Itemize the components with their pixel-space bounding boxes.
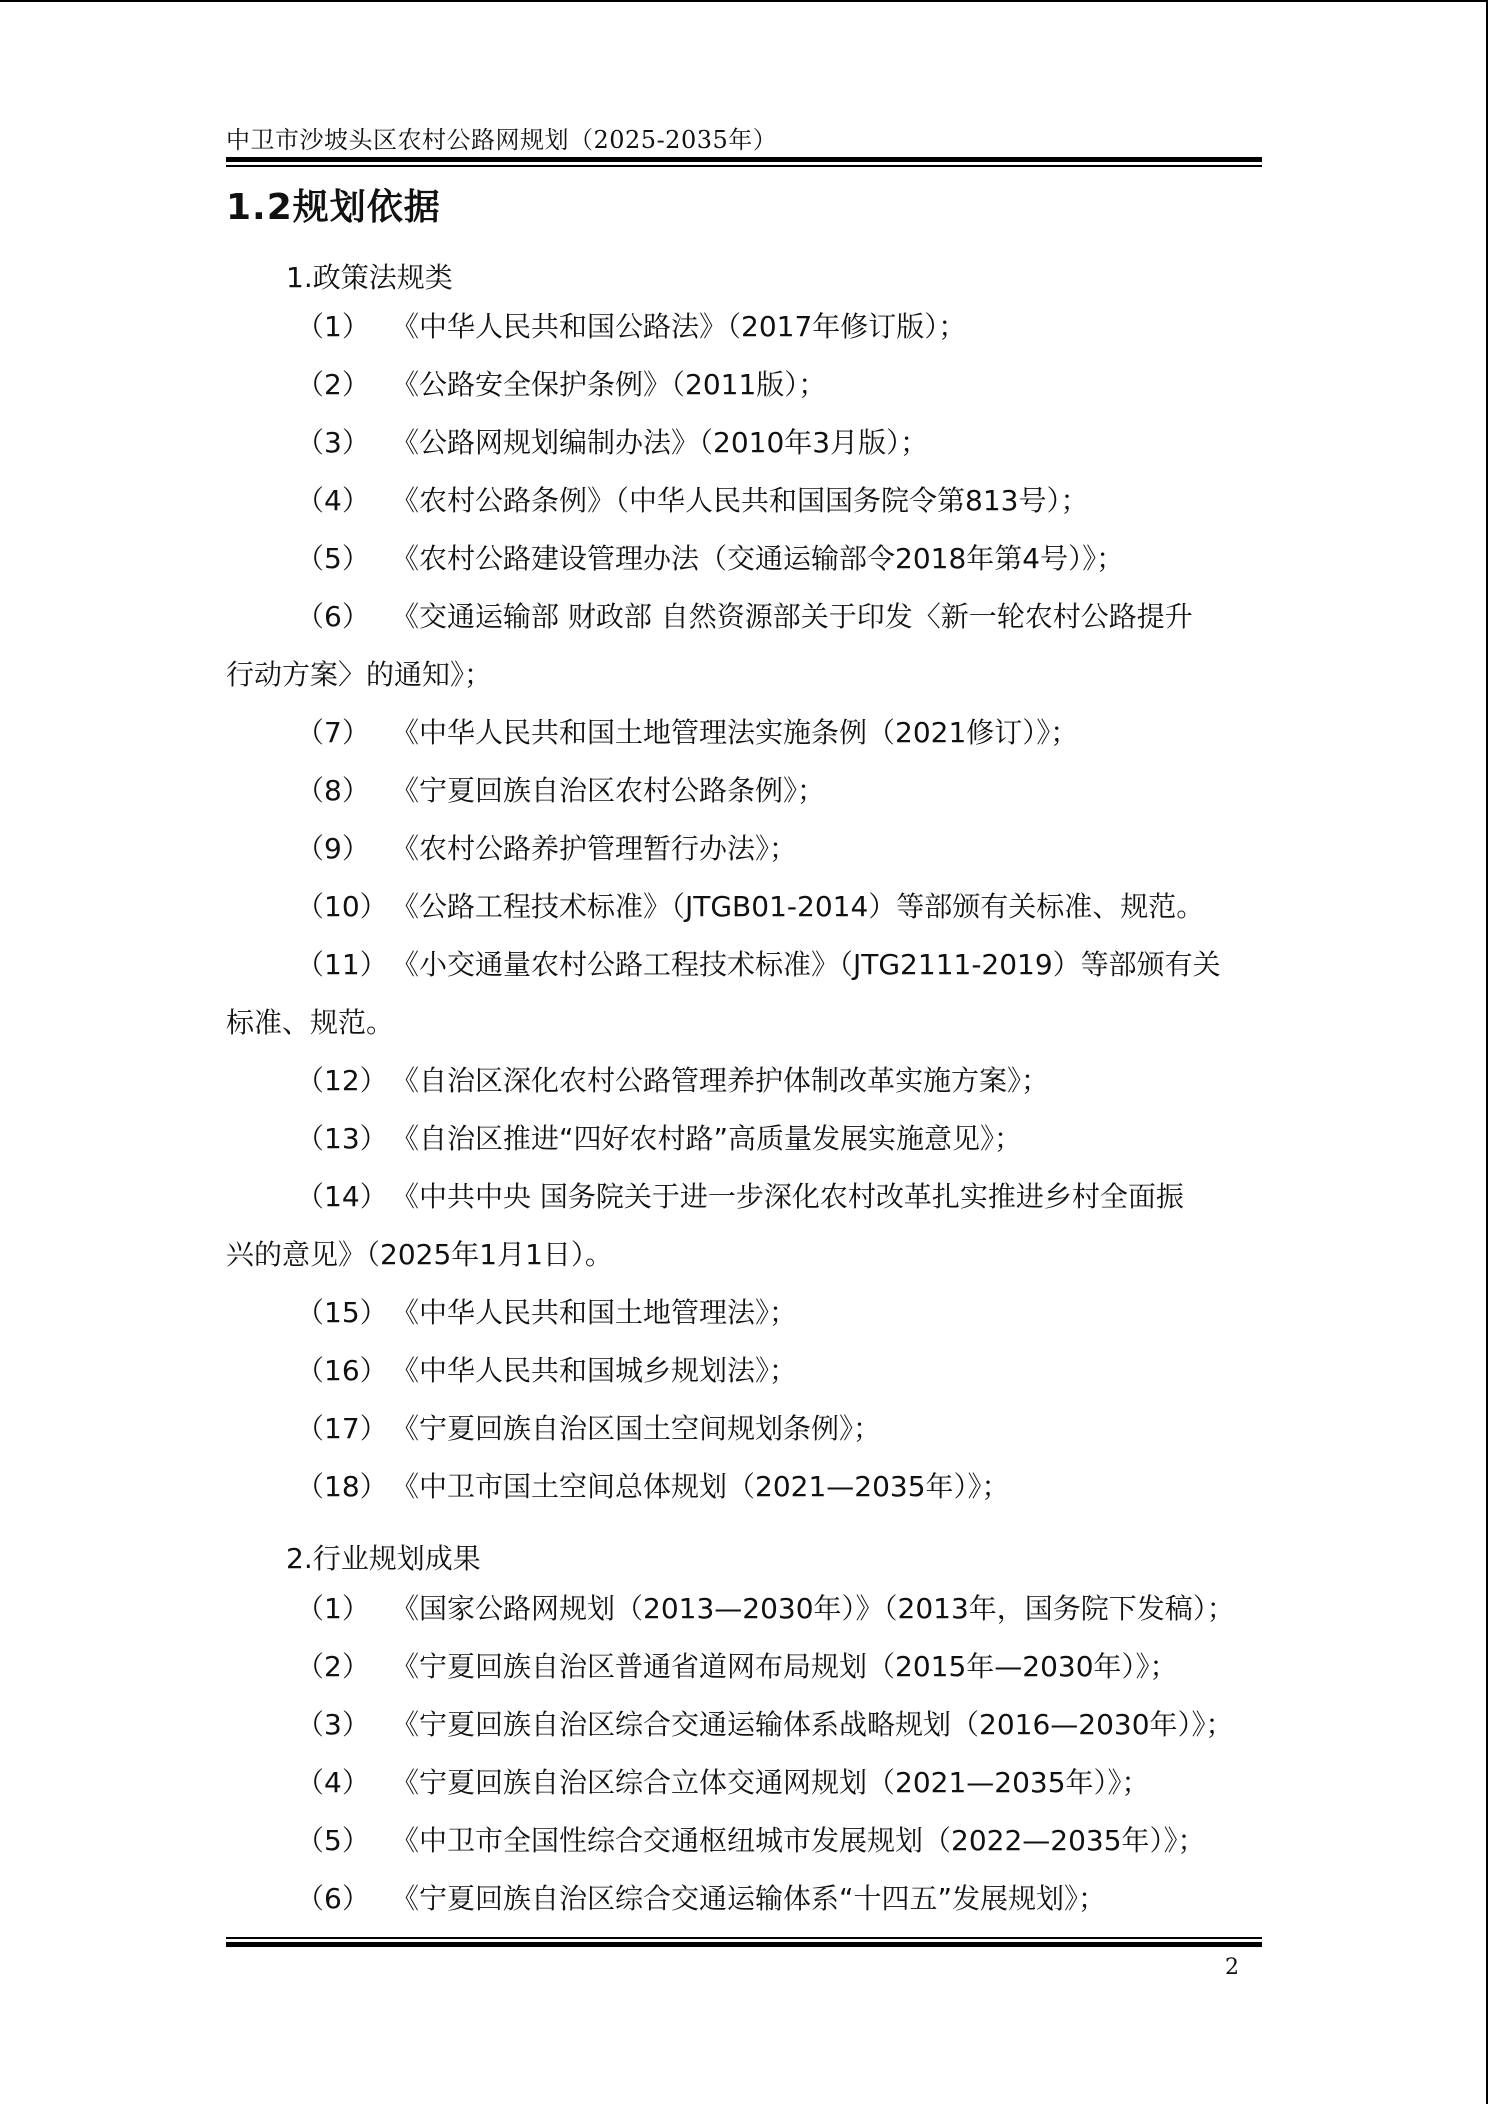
item-number: （6） — [296, 600, 370, 633]
item-text: 《农村公路条例》（中华人民共和国国务院令第813号）； — [391, 484, 1089, 517]
item-number: （3） — [296, 426, 370, 459]
item-text: 《交通运输部 财政部 自然资源部关于印发〈新一轮农村公路提升 — [391, 600, 1193, 633]
list-item — [226, 1647, 1262, 1687]
item-text: 《自治区推进“四好农村路”高质量发展实施意见》； — [391, 1122, 1023, 1155]
item-number: （18） — [296, 1470, 388, 1503]
list-item — [226, 1821, 1262, 1861]
page-number: 2 — [1225, 1955, 1239, 1980]
item-text: 《中华人民共和国土地管理法实施条例（2021修订）》； — [391, 716, 1079, 749]
item-number: （2） — [296, 1650, 370, 1683]
item-text: 《国家公路网规划（2013—2030年）》（2013年，国务院下发稿）； — [391, 1592, 1235, 1625]
item-text: 《中共中央 国务院关于进一步深化农村改革扎实推进乡村全面振 — [391, 1180, 1184, 1213]
list-item — [226, 365, 1262, 405]
item-number: （4） — [296, 484, 370, 517]
footer-rule-thin — [226, 1937, 1262, 1939]
item-text: 《公路网规划编制办法》（2010年3月版）； — [391, 426, 929, 459]
header-rule-thick — [226, 157, 1262, 162]
list-item — [226, 1119, 1262, 1159]
page-top-border — [0, 0, 1488, 2]
item-number: （13） — [296, 1122, 388, 1155]
item-number: （15） — [296, 1296, 388, 1329]
footer-rule-thick — [226, 1942, 1262, 1947]
list-item — [226, 539, 1262, 579]
item-text: 《宁夏回族自治区综合交通运输体系“十四五”发展规划》； — [391, 1882, 1107, 1915]
item-text: 《中卫市全国性综合交通枢纽城市发展规划（2022—2035年）》； — [391, 1824, 1206, 1857]
item-text: 《宁夏回族自治区综合立体交通网规划（2021—2035年）》； — [391, 1766, 1150, 1799]
header-rule-thin — [226, 165, 1262, 167]
item-number: （9） — [296, 832, 370, 865]
item-text: 《农村公路养护管理暂行办法》； — [391, 832, 798, 865]
item-number: （14） — [296, 1180, 388, 1213]
item-number: （1） — [296, 310, 370, 343]
item-number: （1） — [296, 1592, 370, 1625]
list-item — [226, 1879, 1262, 1919]
section-heading: 1.2规划依据 — [226, 187, 441, 228]
running-header: 中卫市沙坡头区农村公路网规划（2025-2035年） — [226, 126, 778, 154]
list-item — [226, 1293, 1262, 1333]
item-text: 《中华人民共和国公路法》（2017年修订版）； — [391, 310, 967, 343]
list-item — [226, 771, 1262, 811]
item-text: 《农村公路建设管理办法（交通运输部令2018年第4号）》； — [391, 542, 1125, 575]
list-item-continuation: 兴的意见》（2025年1月1日）。 — [226, 1238, 613, 1271]
list-item — [226, 597, 1262, 637]
list-item — [226, 1409, 1262, 1449]
item-text: 《自治区深化农村公路管理养护体制改革实施方案》； — [391, 1064, 1050, 1097]
item-text: 《宁夏回族自治区综合交通运输体系战略规划（2016—2030年）》； — [391, 1708, 1234, 1741]
list-item — [226, 887, 1262, 927]
item-text: 《宁夏回族自治区农村公路条例》； — [391, 774, 826, 807]
item-number: （3） — [296, 1708, 370, 1741]
item-number: （4） — [296, 1766, 370, 1799]
list-item — [226, 1061, 1262, 1101]
item-number: （11） — [296, 948, 388, 981]
item-text: 《中华人民共和国土地管理法》； — [391, 1296, 798, 1329]
list-item-continuation: 行动方案〉的通知》； — [226, 658, 493, 691]
list-item — [226, 1763, 1262, 1803]
item-number: （2） — [296, 368, 370, 401]
item-number: （5） — [296, 1824, 370, 1857]
list-item — [226, 1467, 1262, 1507]
list-item — [226, 1705, 1262, 1745]
item-text: 《中华人民共和国城乡规划法》； — [391, 1354, 798, 1387]
list-item — [226, 829, 1262, 869]
list-item — [226, 1351, 1262, 1391]
item-number: （8） — [296, 774, 370, 807]
list-item — [226, 423, 1262, 463]
list-item — [226, 945, 1262, 985]
list-item — [226, 713, 1262, 753]
list-item — [226, 1177, 1262, 1217]
list-item — [226, 481, 1262, 521]
item-number: （7） — [296, 716, 370, 749]
group-heading-policy: 1.政策法规类 — [286, 261, 453, 294]
item-text: 《小交通量农村公路工程技术标准》（JTG2111-2019）等部颁有关 — [391, 948, 1221, 981]
list-item — [226, 1589, 1262, 1629]
item-text: 《中卫市国土空间总体规划（2021—2035年）》； — [391, 1470, 1010, 1503]
item-text: 《宁夏回族自治区国土空间规划条例》； — [391, 1412, 882, 1445]
item-number: （16） — [296, 1354, 388, 1387]
list-item — [226, 307, 1262, 347]
item-text: 《公路安全保护条例》（2011版）； — [391, 368, 827, 401]
item-number: （5） — [296, 542, 370, 575]
item-number: （12） — [296, 1064, 388, 1097]
group-heading-industry: 2.行业规划成果 — [286, 1542, 481, 1575]
item-number: （10） — [296, 890, 388, 923]
item-text: 《公路工程技术标准》（JTGB01-2014）等部颁有关标准、规范。 — [391, 890, 1205, 923]
item-number: （17） — [296, 1412, 388, 1445]
list-item-continuation: 标准、规范。 — [226, 1006, 395, 1039]
item-text: 《宁夏回族自治区普通省道网布局规划（2015年—2030年）》； — [391, 1650, 1178, 1683]
item-number: （6） — [296, 1882, 370, 1915]
